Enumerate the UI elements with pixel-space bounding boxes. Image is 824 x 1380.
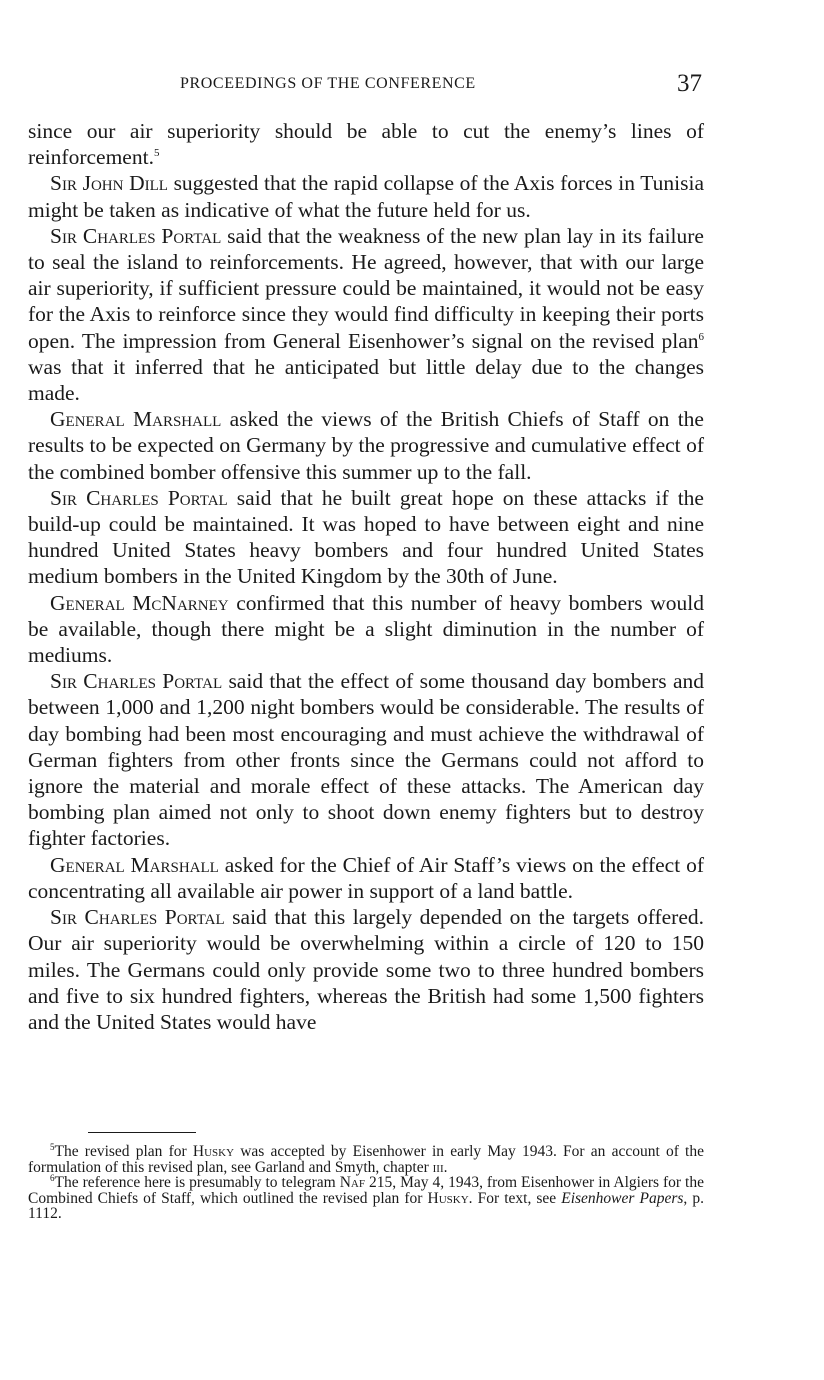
- paragraph-text: said that the effect of some thousand day bombers and between 1,000 and 1,200 night bombers would be considerable. The results of day bombing had been most encouraging and must achieve the withdrawal of German fighters from other fronts since the Germans could not afford to ignore the material and morale effect of these attacks. The American day bombing plan aimed not only to shoot down enemy fighters but to destroy fighter factories.: [28, 669, 704, 851]
- footnote-text: .: [443, 1158, 448, 1176]
- paragraph-7: [28, 668, 704, 851]
- paragraph-text: asked for the Chief of Air Staff’s views on the effect of concentrating all available air power in support of a land battle.: [28, 852, 704, 903]
- running-head: [28, 72, 704, 102]
- footnote-text: The reference here is presumably to telegram: [54, 1174, 340, 1192]
- footnote-text: , p. 1112.: [28, 1189, 704, 1223]
- paragraph-4: [28, 406, 704, 485]
- speaker-name: General Marshall: [50, 852, 219, 877]
- speaker-name: Sir Charles Portal: [50, 223, 222, 248]
- paragraph-6: [28, 590, 704, 669]
- source-title: Eisenhower Papers: [561, 1189, 684, 1207]
- operation-codename: Husky: [427, 1189, 469, 1207]
- speaker-name: Sir Charles Portal: [50, 485, 228, 510]
- page-number: 37: [677, 70, 702, 97]
- footnotes: [28, 1144, 704, 1222]
- paragraph-9: [28, 904, 704, 1035]
- paragraph-text: since our air superiority should be able to cut the enemy’s lines of reinforcement.: [28, 119, 704, 170]
- speaker-name: General McNarney: [50, 590, 229, 615]
- paragraph-1: [28, 118, 704, 170]
- footnote-mark: 5: [50, 1142, 55, 1152]
- footnote-text: . For text, see: [468, 1189, 562, 1207]
- speaker-name: Sir John Dill: [50, 171, 168, 196]
- footnote-mark: 6: [50, 1173, 55, 1184]
- paragraph-text: asked the views of the British Chiefs of Staff on the results to be expected on Germany by the progressive and cumulative effect of the combined bomber offensive this summer up to the fall.: [28, 407, 704, 484]
- footnote-ref-5: 5: [153, 147, 160, 160]
- paragraph-text: said that he built great hope on these attacks if the build-up could be maintained. It was hoped to have between eight and nine hundred United States heavy bombers and four hundred United States medium bombers in the United Kingdom by the 30th of June.: [28, 485, 704, 589]
- paragraph-text: suggested that the rapid collapse of the Axis forces in Tunisia might be taken as indicative of what the future held for us.: [28, 171, 704, 222]
- footnote-5: [28, 1144, 704, 1175]
- speaker-name: General Marshall: [50, 407, 222, 432]
- footnote-text: 215, May 4, 1943, from Eisenhower in Algiers for the Combined Chiefs of Staff, which outlined the revised plan for: [28, 1174, 704, 1207]
- body-text: [28, 118, 704, 1035]
- footnote-text: was accepted by Eisenhower in early May 1943. For an account of the formulation of this revised plan, see Garland and Smyth, chapter: [28, 1143, 704, 1176]
- paragraph-text: said that this largely depended on the targets offered. Our air superiority would be overwhelming within a circle of 120 to 150 miles. The Germans could only provide some two to three hundred bombers and five to six hundred fighters, whereas the British had some 1,500 fighters and the United States would have: [28, 905, 704, 1034]
- running-title: PROCEEDINGS OF THE CONFERENCE: [180, 75, 476, 92]
- footnote-6: [28, 1175, 704, 1222]
- paragraph-8: [28, 852, 704, 904]
- speaker-name: Sir Charles Portal: [50, 905, 225, 930]
- paragraph-text: was that it inferred that he anticipated but little delay due to the changes made.: [28, 354, 704, 406]
- paragraph-text: said that the weakness of the new plan lay in its failure to seal the island to reinforcements. He agreed, however, that with our large air superiority, if sufficient pressure could be maintained, it would not be easy for the Axis to reinforce since they would find difficulty in keeping their ports open. The impression from General Eisenhower’s signal on the revised plan: [28, 223, 704, 353]
- chapter-number: iii: [432, 1158, 444, 1176]
- paragraph-text: confirmed that this number of heavy bombers would be available, though there might be a slight diminution in the number of mediums.: [28, 590, 704, 668]
- operation-codename: Husky: [192, 1143, 235, 1160]
- paragraph-5: [28, 485, 704, 590]
- footnote-rule: [88, 1132, 196, 1133]
- paragraph-2: [28, 170, 704, 222]
- paragraph-3: [28, 223, 704, 406]
- speaker-name: Sir Charles Portal: [50, 669, 223, 694]
- footnote-text: The revised plan for: [54, 1143, 193, 1160]
- footnote-ref-6: 6: [698, 330, 704, 343]
- telegram-code: Naf: [339, 1174, 365, 1192]
